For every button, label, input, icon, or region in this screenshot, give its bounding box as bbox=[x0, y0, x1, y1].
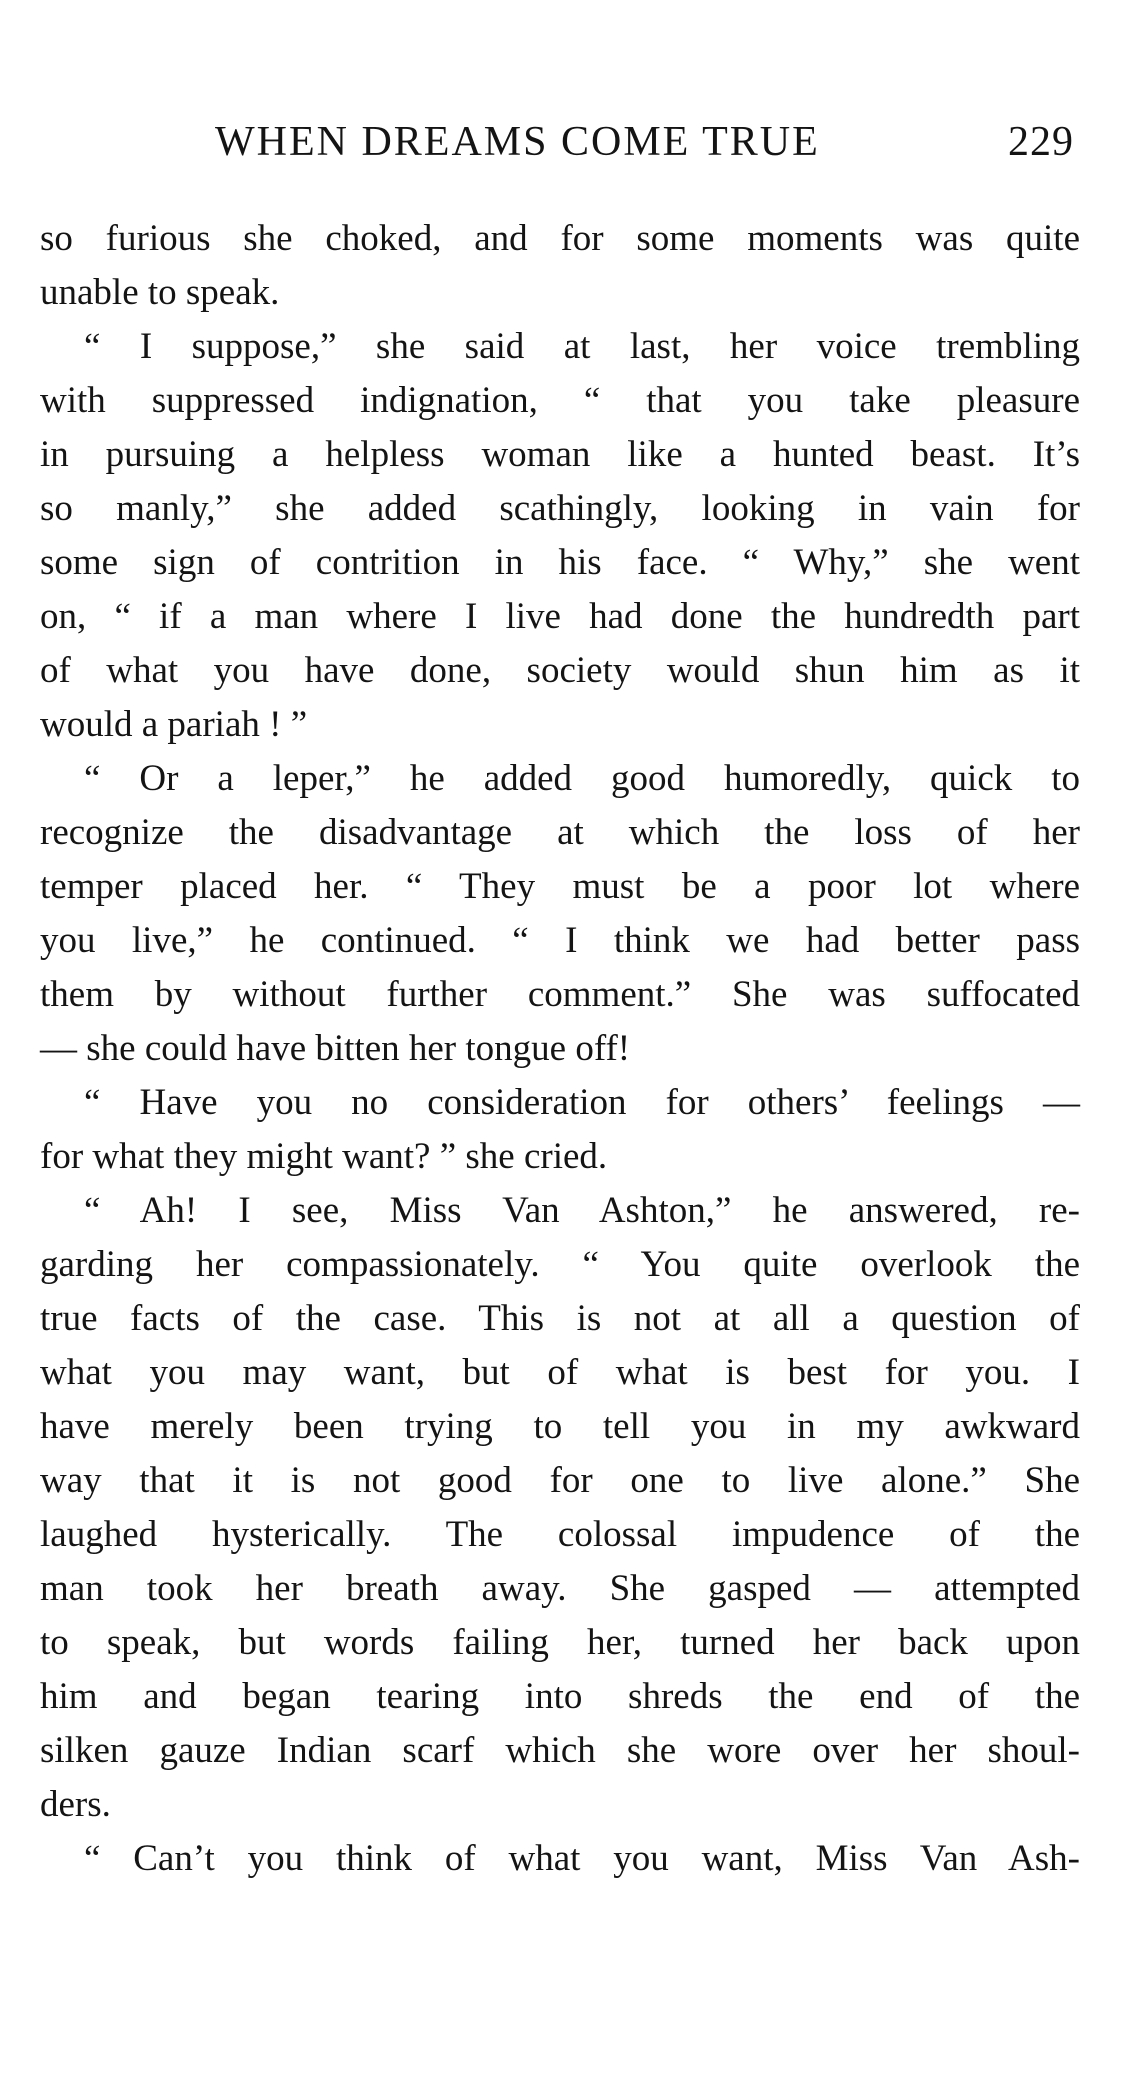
text-line: “ I suppose,” she said at last, her voice trembling bbox=[84, 326, 1080, 367]
text-line: ders. bbox=[40, 1784, 111, 1825]
text-line: man took her breath away. She gasped — attempted bbox=[40, 1568, 1080, 1609]
text-line: “ Can’t you think of what you want, Miss Van Ash- bbox=[84, 1838, 1080, 1879]
text-line: “ Ah! I see, Miss Van Ashton,” he answered, re- bbox=[84, 1190, 1080, 1231]
text-line: true facts of the case. This is not at all a question of bbox=[40, 1298, 1080, 1339]
running-title: WHEN DREAMS COME TRUE bbox=[215, 119, 820, 165]
page-number: 229 bbox=[1008, 119, 1074, 165]
text-line: of what you have done, society would shun him as it bbox=[40, 650, 1080, 691]
text-line: garding her compassionately. “ You quite overlook the bbox=[40, 1244, 1080, 1285]
text-line: have merely been trying to tell you in my awkward bbox=[40, 1406, 1080, 1447]
text-line: so manly,” she added scathingly, looking in vain for bbox=[40, 488, 1080, 529]
text-line: for what they might want? ” she cried. bbox=[40, 1136, 608, 1177]
text-line: you live,” he continued. “ I think we had better pass bbox=[40, 920, 1080, 961]
text-line: him and began tearing into shreds the end of the bbox=[40, 1676, 1080, 1717]
text-line: in pursuing a helpless woman like a hunted beast. It’s bbox=[40, 434, 1080, 475]
text-line: silken gauze Indian scarf which she wore over her shoul- bbox=[40, 1730, 1080, 1771]
running-head bbox=[0, 112, 1130, 172]
text-line: — she could have bitten her tongue off! bbox=[40, 1028, 631, 1069]
text-line: would a pariah ! ” bbox=[40, 704, 308, 745]
text-line: laughed hysterically. The colossal impudence of the bbox=[40, 1514, 1080, 1555]
text-line: them by without further comment.” She was suffocated bbox=[40, 974, 1080, 1015]
text-line: on, “ if a man where I live had done the hundredth part bbox=[40, 596, 1080, 637]
text-line: temper placed her. “ They must be a poor lot where bbox=[40, 866, 1080, 907]
text-line: way that it is not good for one to live alone.” She bbox=[40, 1460, 1080, 1501]
text-line: some sign of contrition in his face. “ Why,” she went bbox=[40, 542, 1080, 583]
text-line: what you may want, but of what is best for you. I bbox=[40, 1352, 1080, 1393]
text-line: “ Or a leper,” he added good humoredly, quick to bbox=[84, 758, 1080, 799]
text-line: unable to speak. bbox=[40, 272, 280, 313]
text-line: “ Have you no consideration for others’ feelings — bbox=[84, 1082, 1080, 1123]
text-line: to speak, but words failing her, turned her back upon bbox=[40, 1622, 1080, 1663]
text-line: with suppressed indignation, “ that you take pleasure bbox=[40, 380, 1080, 421]
text-line: recognize the disadvantage at which the loss of her bbox=[40, 812, 1080, 853]
body-text bbox=[40, 212, 1080, 1886]
text-line: so furious she choked, and for some moments was quite bbox=[40, 218, 1080, 259]
